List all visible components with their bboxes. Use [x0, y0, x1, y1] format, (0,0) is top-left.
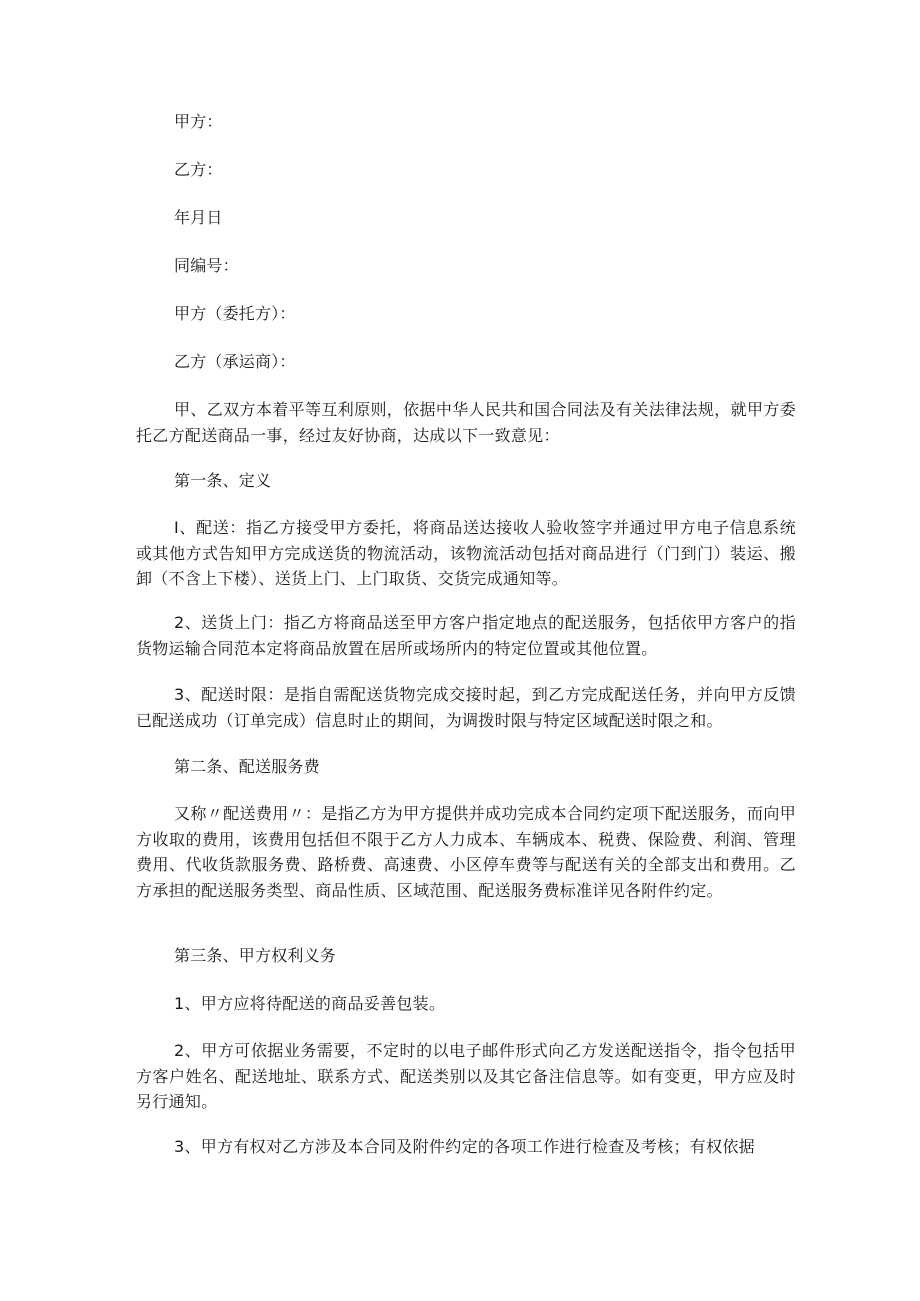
preamble-paragraph: 甲、乙双方本着平等互利原则，依据中华人民共和国合同法及有关法律法规，就甲方委托乙方配送商品一事，经过友好协商，达成以下一致意见： — [136, 400, 796, 445]
article-2-paragraph: 又称〃配送费用〃：是指乙方为甲方提供并成功完成本合同约定项下配送服务，而向甲方收取的费用，该费用包括但不限于乙方人力成本、车辆成本、税费、保险费、利润、管理费用、代收货款服务费、路桥费、高速费、小区停车费等与配送有关的全部支出和费用。乙方承担的配送服务类型、商品性质、区域范围、配送服务费标准详见各附件约定。 — [136, 804, 796, 900]
contract-number-label: 同编号： — [174, 256, 239, 275]
party-b-carrier-label: 乙方（承运商）： — [174, 352, 296, 371]
article-3-item-3: 3、甲方有权对乙方涉及本合同及附件约定的各项工作进行检查及考核；有权依据 — [174, 1137, 755, 1156]
party-a-consignor-label: 甲方（委托方）： — [174, 304, 296, 323]
date-label: 年月日 — [174, 208, 223, 227]
party-a-label: 甲方： — [174, 112, 223, 131]
article-3-item-1: 1、甲方应将待配送的商品妥善包装。 — [174, 994, 446, 1013]
party-b-label: 乙方： — [174, 160, 223, 179]
article-1-item-3: 3、配送时限：是指自需配送货物完成交接时起，到乙方完成配送任务，并向甲方反馈已配送成功（订单完成）信息时止的期间，为调拨时限与特定区域配送时限之和。 — [136, 685, 796, 730]
article-3-title: 第三条、甲方权利义务 — [174, 946, 337, 965]
article-3-item-2: 2、甲方可依据业务需要，不定时的以电子邮件形式向乙方发送配送指令，指令包括甲方客户姓名、配送地址、联系方式、配送类别以及其它备注信息等。如有变更，甲方应及时另行通知。 — [136, 1041, 796, 1112]
article-1-item-1: I、配送：指乙方接受甲方委托，将商品送达接收人验收签字并通过甲方电子信息系统或其他方式告知甲方完成送货的物流活动，该物流活动包括对商品进行（门到门）装运、搬卸（不含上下楼）、送货上门、上门取货、交货完成通知等。 — [136, 518, 796, 589]
article-1-item-2: 2、送货上门：指乙方将商品送至甲方客户指定地点的配送服务，包括依甲方客户的指货物运输合同范本定将商品放置在居所或场所内的特定位置或其他位置。 — [136, 613, 796, 658]
article-1-title: 第一条、定义 — [174, 471, 272, 490]
article-2-title: 第二条、配送服务费 — [174, 757, 320, 776]
